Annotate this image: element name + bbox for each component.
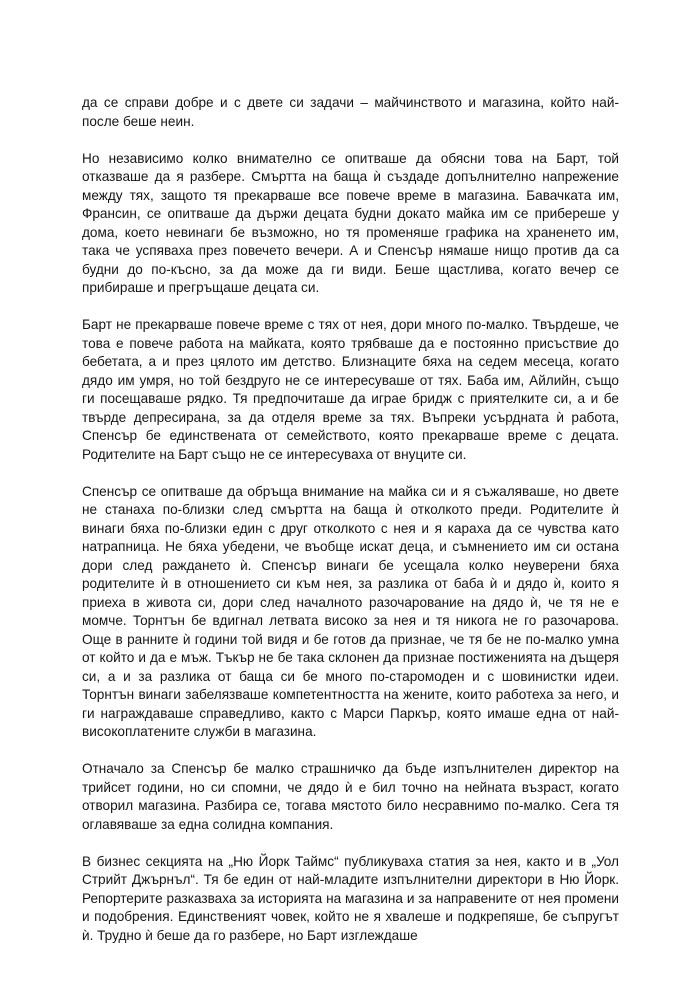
paragraph: Барт не прекарваше повече време с тях от нея, дори много по-малко. Твърдеше, че това е повече работа на майката, която трябваше да е постоянно присъствие до бебетата, а и през цялото им детство. Близнаците бяха на седем месеца, когато дядо им умря, но той бездруго не се интересуваше от тях. Баба им, Айлийн, също ги посещаваше рядко. Тя предпочиташе да играе бридж с приятелките си, а и бе твърде депресирана, за да отделя време за тях. Въпреки усърдната ѝ работа, Спенсър бе единствената от семейството, която прекарваше време с децата. Родителите на Барт също не се интересуваха от внуците си. (82, 317, 619, 462)
paragraph: Но независимо колко внимателно се опитваше да обясни това на Барт, той отказваше да я разбере. Смъртта на баща ѝ създаде допълнително напрежение между тях, защото тя прекарваше все повече време в магазина. Бавачката им, Франсин, се опитваше да държи децата будни докато майка им се прибереше у дома, което невинаги бе възможно, но тя променяше графика на храненето им, така че успяваха през повечето вечери. А и Спенсър нямаше нищо против да са будни до по-късно, за да може да ги види. Беше щастлива, когато вечер се прибираше и прегръщаше децата си. (82, 150, 619, 295)
paragraph: В бизнес секцията на „Ню Йорк Таймс“ публикуваха статия за нея, както и в „Уол Стрийт Джърнъл“. Тя бе един от най-младите изпълнителни директори в Ню Йорк. Репортерите разказваха за историята на магазина и за направените от нея промени и подобрения. Единственият човек, който не я хвалеше и подкрепяше, бе съпругът ѝ. Трудно ѝ беше да го разбере, но Барт изглеждаше (82, 853, 619, 943)
body-text (82, 94, 619, 964)
paragraph: Спенсър се опитваше да обръща внимание на майка си и я съжаляваше, но двете не станаха по-близки след смъртта на баща ѝ отколкото преди. Родителите ѝ винаги бяха по-близки един с друг отколкото с нея и я караха да се чувства като натрапница. Не бяха убедени, че въобще искат деца, и съмнението им си остана дори след раждането ѝ. Спенсър винаги бе усещала колко неуверени бяха родителите ѝ в отношението си към нея, за разлика от баба ѝ и дядо ѝ, които я приеха в живота си, дори след началното разочарование на дядо ѝ, че тя не е момче. Торнтън бе вдигнал летвата високо за нея и тя никога не го разочарова. Още в ранните ѝ години той видя и бе готов да признае, че тя бе не по-малко умна от който и да е мъж. Тъкър не бе така склонен да признае постиженията на дъщеря си, а и за разлика от баща си бе много по-старомоден и с шовинистки идеи. Торнтън винаги забелязваше компетентността на жените, които работеха за него, и ги награждаваше справедливо, както с Марси Паркър, която имаше една от най-високоплатените служби в магазина. (82, 483, 619, 739)
paragraph: да се справи добре и с двете си задачи – майчинството и магазина, който най-после беше неин. (82, 95, 619, 129)
paragraph: Отначало за Спенсър бе малко страшничко да бъде изпълнителен директор на трийсет години, но си спомни, че дядо ѝ е бил точно на нейната възраст, когато отворил магазина. Разбира се, тогава мястото било несравнимо по-малко. Сега тя оглавяваше за една солидна компания. (82, 761, 619, 832)
